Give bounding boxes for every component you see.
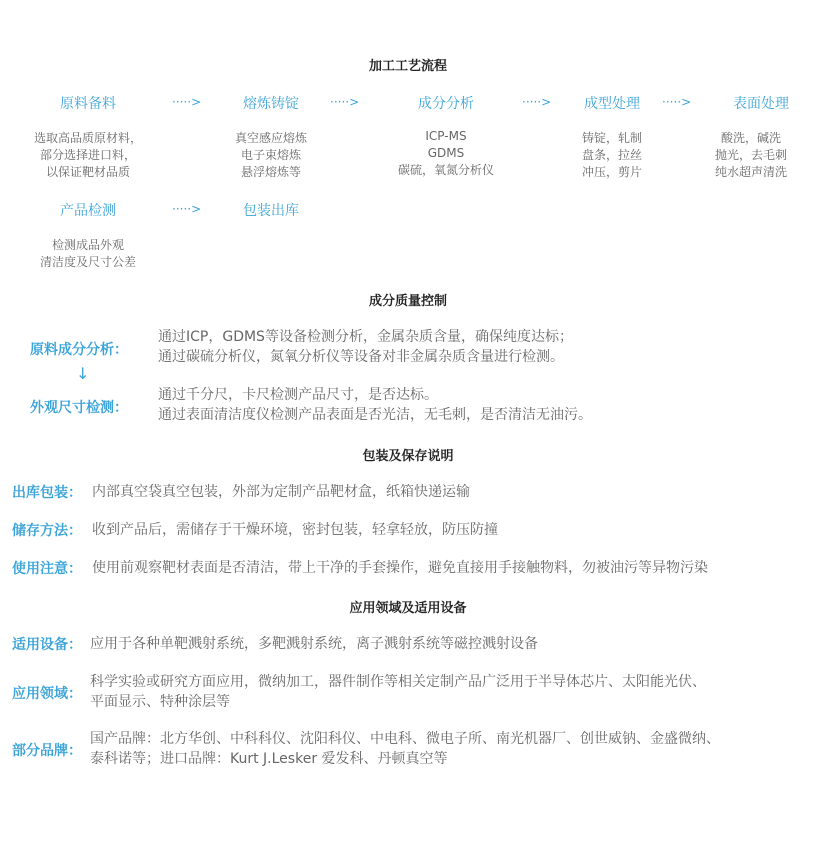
flow-arrow: ·····> xyxy=(172,202,202,216)
process-step-title: 成型处理 xyxy=(584,96,640,112)
equipment-text: 应用于各种单靶溅射系统，多靶溅射系统，离子溅射系统等磁控溅射设备 xyxy=(90,636,538,652)
process-step-desc: 酸洗，碱洗 抛光，去毛刺 纯水超声清洗 xyxy=(714,131,787,179)
raw-analysis-label: 原料成分分析： xyxy=(30,342,128,358)
packaging-text: 内部真空袋真空包装，外部为定制产品靶材盒，纸箱快递运输 xyxy=(92,484,470,500)
process-step-desc: 铸锭，轧制 盘条，拉丝 冲压，剪片 xyxy=(581,131,642,179)
packaging-section-title: 包装及保存说明 xyxy=(362,449,454,464)
flow-arrow: ·····> xyxy=(662,95,692,109)
process-step-title: 原料备料 xyxy=(60,96,116,112)
flow-arrow: ·····> xyxy=(330,95,360,109)
application-section-title: 应用领域及适用设备 xyxy=(349,601,467,616)
flow-arrow: ·····> xyxy=(172,95,202,109)
dimension-check-label: 外观尺寸检测： xyxy=(30,400,128,416)
raw-analysis-text: 通过ICP，GDMS等设备检测分析，金属杂质含量，确保纯度达标； 通过碳硫分析仪，氮氧分析仪等设备对非金属杂质含量进行检测。 xyxy=(158,329,573,365)
equipment-label: 适用设备： xyxy=(12,637,82,653)
process-step-desc: 真空感应熔炼 电子束熔炼 悬浮熔炼等 xyxy=(234,131,307,179)
dimension-check-text: 通过千分尺，卡尺检测产品尺寸，是否达标。 通过表面清洁度仪检测产品表面是否光洁，无毛刺，是否清洁无油污。 xyxy=(158,387,592,423)
down-arrow-icon: ↓ xyxy=(76,364,90,383)
process-step-title: 成分分析 xyxy=(418,96,474,112)
process-step-desc: ICP-MS GDMS 碳硫，氧氮分析仪 xyxy=(397,129,494,177)
storage-label: 储存方法： xyxy=(12,523,82,539)
brands-label: 部分品牌： xyxy=(12,743,82,759)
usage-note-text: 使用前观察靶材表面是否清洁，带上干净的手套操作，避免直接用手接触物料，勿被油污等异物污染 xyxy=(92,560,708,576)
process-step-desc: 选取高品质原材料， 部分选择进口料， 以保证靶材品质 xyxy=(33,131,142,179)
flow-arrow: ·····> xyxy=(522,95,552,109)
brands-text: 国产品牌：北方华创、中科科仪、沈阳科仪、中电科、微电子所、南光机器厂、创世威钠、金盛微纳、 泰科诺等；进口品牌：Kurt J.Lesker 爱发科、丹顿真空等 xyxy=(90,731,720,767)
process-section-title: 加工工艺流程 xyxy=(368,59,447,74)
quality-section-title: 成分质量控制 xyxy=(368,294,447,309)
field-text: 科学实验或研究方面应用，微纳加工，器件制作等相关定制产品广泛用于半导体芯片、太阳能光伏、 平面显示、特种涂层等 xyxy=(90,674,706,710)
process-step-desc: 检测成品外观 清洁度及尺寸公差 xyxy=(39,238,136,269)
process-step-title: 表面处理 xyxy=(733,96,789,112)
process-step-title: 包装出库 xyxy=(243,203,299,219)
packaging-label: 出库包装： xyxy=(12,485,82,501)
field-label: 应用领域： xyxy=(12,686,82,702)
usage-note-label: 使用注意： xyxy=(12,561,82,577)
storage-text: 收到产品后，需储存于干燥环境，密封包装，轻拿轻放，防压防撞 xyxy=(92,522,498,538)
process-step-title: 熔炼铸锭 xyxy=(243,96,299,112)
process-step-title: 产品检测 xyxy=(60,203,116,219)
